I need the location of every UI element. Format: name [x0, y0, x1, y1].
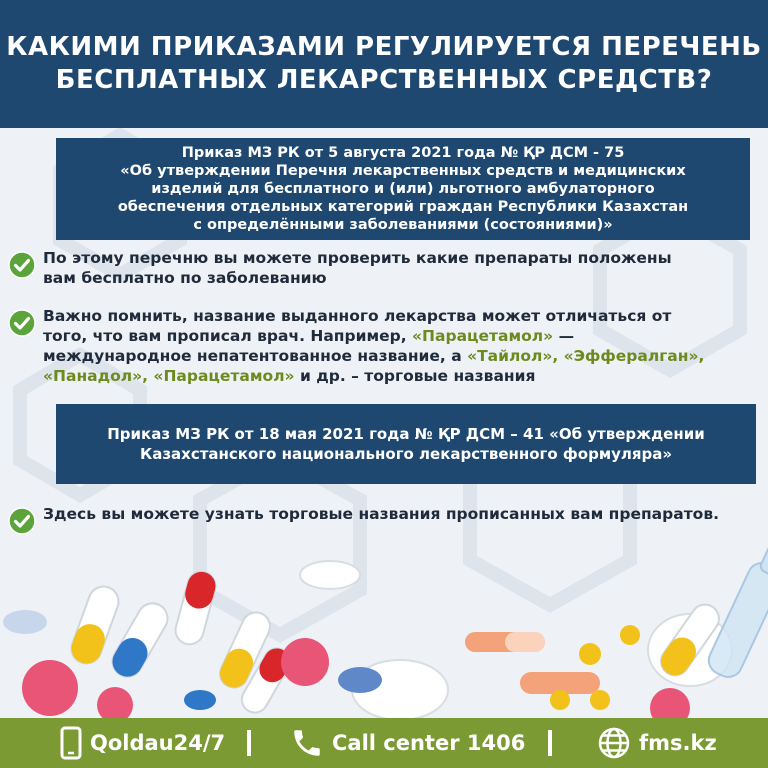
highlight-drug-names: «Тайлол», «Эффералган»,: [467, 347, 705, 365]
footer-website-text: fms.kz: [639, 731, 717, 755]
footer-callcenter[interactable]: [290, 718, 525, 768]
globe-icon: [597, 726, 631, 760]
bullet2-line: [43, 326, 704, 346]
order-box-2: [56, 404, 756, 484]
footer-separator: [247, 730, 251, 756]
bullet2-text: того, что вам прописал врач. Например,: [43, 327, 413, 345]
bullet1-line: вам бесплатно по заболеванию: [43, 269, 327, 287]
header-banner: [0, 0, 768, 128]
bullet-item-1: [8, 248, 672, 288]
check-circle-icon: [8, 251, 36, 279]
bullet2-line: [43, 346, 704, 366]
order1-line: с определёнными заболеваниями (состояниями)»: [193, 217, 613, 233]
page-title-line-2: БЕСПЛАТНЫХ ЛЕКАРСТВЕННЫХ СРЕДСТВ?: [55, 65, 713, 95]
bullet2-text: и др. – торговые названия: [294, 367, 536, 385]
highlight-drug-names: «Панадол», «Парацетамол»: [43, 367, 295, 385]
order2-line: Казахстанского национального лекарственного формуляра»: [139, 445, 673, 463]
footer-callcenter-text: Call center 1406: [332, 731, 526, 755]
order-box-1: [56, 138, 750, 240]
bullet-item-2: [8, 306, 704, 386]
footer-separator: [548, 730, 552, 756]
pills-illustration: [0, 530, 768, 718]
footer-website[interactable]: [597, 718, 717, 768]
footer-bar: [0, 718, 768, 768]
order1-line: изделий для бесплатного и (или) льготного амбулаторного: [151, 181, 655, 197]
order1-line: «Об утверждении Перечня лекарственных средств и медицинских: [120, 163, 686, 179]
order1-line: обеспечения отдельных категорий граждан Республики Казахстан: [117, 199, 689, 215]
highlight-drug-name: «Парацетамол»: [412, 327, 554, 345]
bullet1-line: По этому перечню вы можете проверить какие препараты положены: [43, 249, 672, 267]
bullet2-text: —: [553, 327, 575, 345]
order2-line: Приказ МЗ РК от 18 мая 2021 года № ҚР ДСМ – 41 «Об утверждении: [107, 425, 705, 443]
bullet2-line: Важно помнить, название выданного лекарства может отличаться от: [43, 307, 672, 325]
order1-line: Приказ МЗ РК от 5 августа 2021 года № ҚР ДСМ - 75: [181, 145, 625, 161]
footer-qoldau[interactable]: [60, 718, 225, 768]
footer-qoldau-text: Qoldau24/7: [90, 731, 226, 755]
page-title-line-1: КАКИМИ ПРИКАЗАМИ РЕГУЛИРУЕТСЯ ПЕРЕЧЕНЬ: [6, 32, 762, 62]
bullet2-line: [43, 366, 704, 386]
check-circle-icon: [8, 309, 36, 337]
phone-handset-icon: [290, 726, 324, 760]
bullet2-text: международное непатентованное название, а: [43, 347, 468, 365]
bullet3-line: Здесь вы можете узнать торговые названия прописанных вам препаратов.: [43, 505, 720, 523]
mobile-phone-icon: [60, 726, 82, 760]
